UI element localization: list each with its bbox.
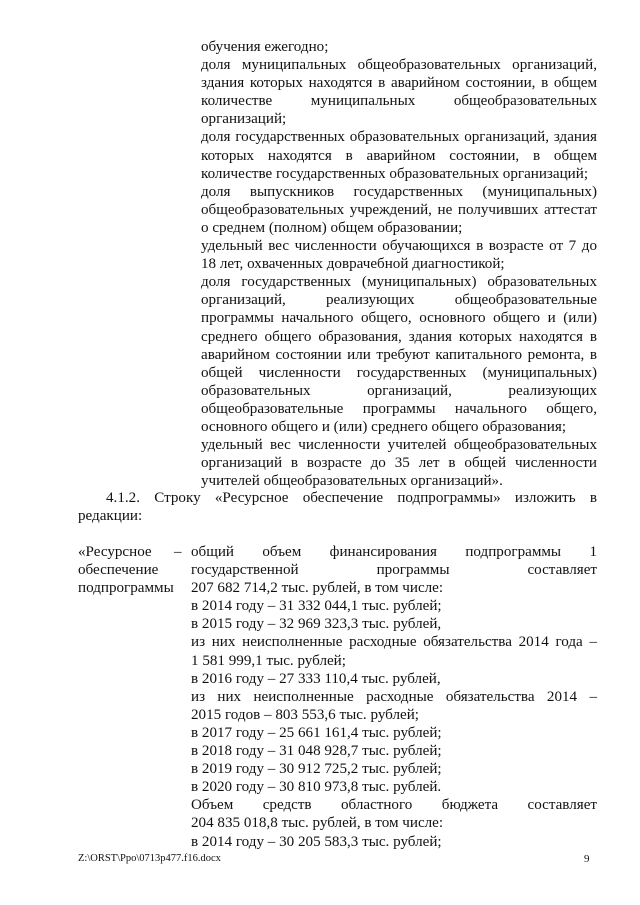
- text-line: государственной программы составляет: [191, 562, 597, 579]
- text-line: редакции:: [78, 508, 143, 525]
- label-line: «Ресурсное: [78, 544, 152, 560]
- text-line: доля муниципальных общеобразовательных организаций,: [201, 57, 597, 74]
- footer-file-path: Z:\ORST\Ppo\0713p477.f16.docx: [78, 853, 221, 864]
- text-line: о среднем (полном) общем образовании;: [201, 219, 463, 236]
- text-line: доля выпускников государственных (муниципальных): [201, 183, 597, 200]
- text-line: учителей общеобразовательных организаций».: [201, 473, 503, 490]
- text-line: в 2018 году – 31 048 928,7 тыс. рублей;: [191, 743, 442, 760]
- text-line: из них неисполненные расходные обязательства 2014 года –: [191, 634, 597, 651]
- text-line: в 2015 году – 32 969 323,3 тыс. рублей,: [191, 616, 442, 633]
- text-line: обучения ежегодно;: [201, 39, 329, 55]
- text-line: которых находятся в аварийном состоянии, в общем: [201, 147, 597, 164]
- text-line: общий объем финансирования подпрограммы 1: [191, 544, 597, 560]
- text-line: количестве муниципальных общеобразовательных: [201, 93, 597, 110]
- text-line: Объем средств областного бюджета составляет: [191, 797, 597, 814]
- text-line: 18 лет, охваченных доврачебной диагностикой;: [201, 256, 505, 273]
- text-line: организаций в возрасте до 35 лет в общей численности: [201, 455, 597, 472]
- text-line: 207 682 714,2 тыс. рублей, в том числе:: [191, 580, 444, 597]
- text-line: общеобразовательных учреждений, не получивших аттестат: [201, 201, 597, 218]
- text-line: 204 835 018,8 тыс. рублей, в том числе:: [191, 815, 444, 832]
- label-dash: –: [174, 544, 182, 560]
- text-line: здания которых находятся в аварийном состоянии, в общем: [201, 75, 597, 92]
- text-line: в 2020 году – 30 810 973,8 тыс. рублей.: [191, 779, 442, 796]
- text-line: основного общего и (или) среднего общего образования;: [201, 418, 567, 435]
- text-line: удельный вес численности обучающихся в возрасте от 7 до: [201, 238, 597, 255]
- resource-row-value: [191, 543, 597, 851]
- text-line: 4.1.2. Строку «Ресурсное обеспечение подпрограммы» изложить в: [106, 490, 597, 506]
- text-line: в 2019 году – 30 912 725,2 тыс. рублей;: [191, 761, 442, 778]
- text-line: удельный вес численности учителей общеобразовательных: [201, 437, 597, 454]
- text-line: 2015 годов – 803 553,6 тыс. рублей;: [191, 706, 419, 723]
- label-line: обеспечение: [78, 562, 159, 579]
- text-line: образовательных организаций, реализующих: [201, 382, 597, 399]
- text-line: в 2016 году – 27 333 110,4 тыс. рублей,: [191, 670, 441, 687]
- text-line: общей численности государственных (муниципальных): [201, 364, 597, 381]
- page-number: 9: [584, 853, 590, 865]
- text-line: в 2017 году – 25 661 161,4 тыс. рублей;: [191, 724, 442, 741]
- paragraph-4-1-2: [78, 489, 597, 525]
- text-line: общеобразовательные программы начального общего,: [201, 400, 597, 417]
- text-line: доля государственных образовательных организаций, здания: [201, 129, 597, 146]
- label-line: подпрограммы: [78, 580, 174, 597]
- text-line: количестве государственных образовательных организаций;: [201, 165, 589, 182]
- text-line: в 2014 году – 31 332 044,1 тыс. рублей;: [191, 598, 442, 615]
- text-line: из них неисполненные расходные обязательства 2014 –: [191, 688, 597, 705]
- text-line: программы начального общего, основного общего и (или): [201, 310, 597, 327]
- text-line: организаций, реализующих общеобразовательные: [201, 292, 597, 309]
- text-line: в 2014 году – 30 205 583,3 тыс. рублей;: [191, 833, 442, 850]
- text-line: доля государственных (муниципальных) образовательных: [201, 274, 597, 291]
- text-line: 1 581 999,1 тыс. рублей;: [191, 652, 346, 669]
- text-line: аварийном состоянии или требуют капитального ремонта, в: [201, 346, 597, 363]
- indicator-list: [201, 38, 597, 490]
- text-line: организаций;: [201, 111, 287, 128]
- text-line: среднего общего образования, здания которых находятся в: [201, 328, 597, 345]
